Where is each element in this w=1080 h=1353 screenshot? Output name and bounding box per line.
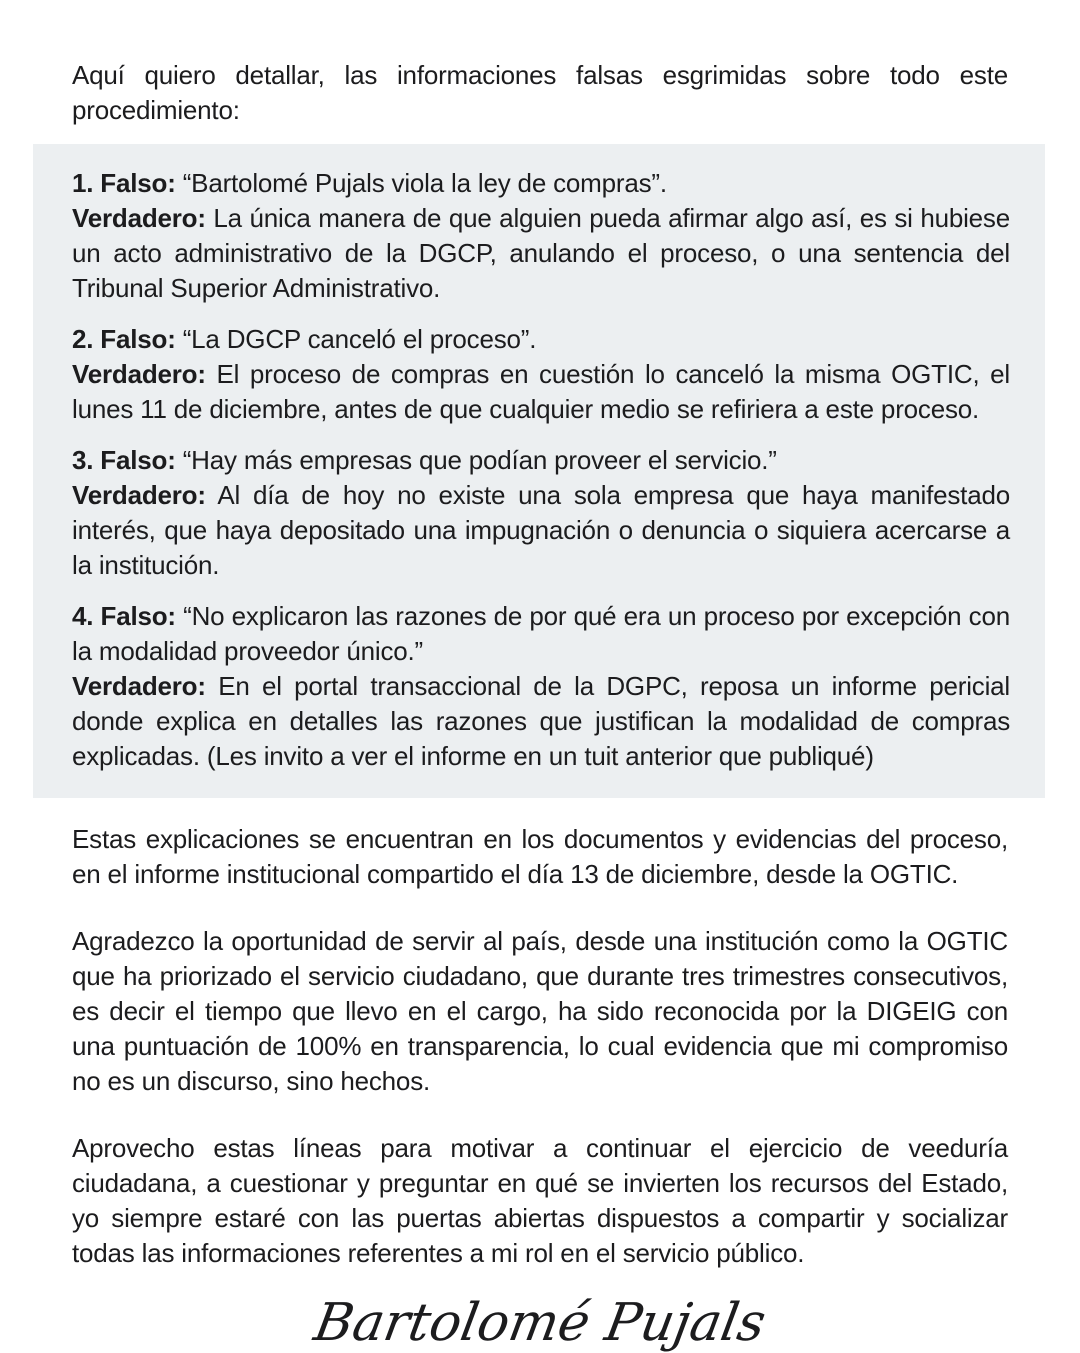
falso-label: 1. Falso: (72, 168, 176, 198)
verdadero-label: Verdadero: (72, 359, 206, 389)
claim-item-4 (72, 599, 1010, 774)
falso-text: “La DGCP canceló el proceso”. (182, 324, 537, 354)
falso-line (72, 166, 1010, 201)
intro-paragraph: Aquí quiero detallar, las informaciones falsas esgrimidas sobre todo este procedimiento: (72, 60, 1008, 125)
falso-line (72, 443, 1010, 478)
verdadero-label: Verdadero: (72, 671, 206, 701)
verdadero-line (72, 669, 1010, 774)
verdadero-text: En el portal transaccional de la DGPC, reposa un informe pericial donde explica en detalles las razones que justifican la modalidad de compras explicadas. (Les invito a ver el informe en un tuit anterior que publiqué) (72, 671, 1010, 771)
claim-item-1 (72, 166, 1010, 306)
falso-line (72, 599, 1010, 669)
falso-text: “No explicaron las razones de por qué era un proceso por excepción con la modalidad proveedor único.” (72, 601, 1010, 666)
verdadero-text: La única manera de que alguien pueda afirmar algo así, es si hubiese un acto administrativo de la DGCP, anulando el proceso, o una sentencia del Tribunal Superior Administrativo. (72, 203, 1010, 303)
verdadero-label: Verdadero: (72, 203, 206, 233)
verdadero-line (72, 478, 1010, 583)
falso-text: “Hay más empresas que podían proveer el servicio.” (182, 445, 777, 475)
closing-paragraph-2: Agradezco la oportunidad de servir al país, desde una institución como la OGTIC que ha priorizado el servicio ciudadano, que durante tres trimestres consecutivos, es decir el tiempo que llevo en el cargo, ha sido reconocida por la DIGEIG con una puntuación de 100% en transparencia, lo cual evidencia que mi compromiso no es un discurso, sino hechos. (72, 926, 1008, 1096)
falso-label: 4. Falso: (72, 601, 176, 631)
verdadero-line (72, 357, 1010, 427)
verdadero-label: Verdadero: (72, 480, 206, 510)
verdadero-text: El proceso de compras en cuestión lo canceló la misma OGTIC, el lunes 11 de diciembre, antes de que cualquier medio se refiriera a este proceso. (72, 359, 1010, 424)
verdadero-line (72, 201, 1010, 306)
falso-label: 3. Falso: (72, 445, 176, 475)
signature: Bartolomé Pujals (309, 1293, 771, 1353)
claim-item-2 (72, 322, 1010, 427)
closing-paragraph-3: Aprovecho estas líneas para motivar a continuar el ejercicio de veeduría ciudadana, a cuestionar y preguntar en qué se invierten los recursos del Estado, yo siempre estaré con las puertas abiertas dispuestos a compartir y socializar todas las informaciones referentes a mi rol en el servicio público. (72, 1133, 1008, 1268)
falso-label: 2. Falso: (72, 324, 176, 354)
closing-paragraph-1: Estas explicaciones se encuentran en los documentos y evidencias del proceso, en el informe institucional compartido el día 13 de diciembre, desde la OGTIC. (72, 824, 1008, 889)
claims-highlight-box (33, 144, 1045, 798)
verdadero-text: Al día de hoy no existe una sola empresa que haya manifestado interés, que haya depositado una impugnación o denuncia o siquiera acercarse a la institución. (72, 480, 1010, 580)
falso-text: “Bartolomé Pujals viola la ley de compras”. (182, 168, 667, 198)
claim-item-3 (72, 443, 1010, 583)
falso-line (72, 322, 1010, 357)
